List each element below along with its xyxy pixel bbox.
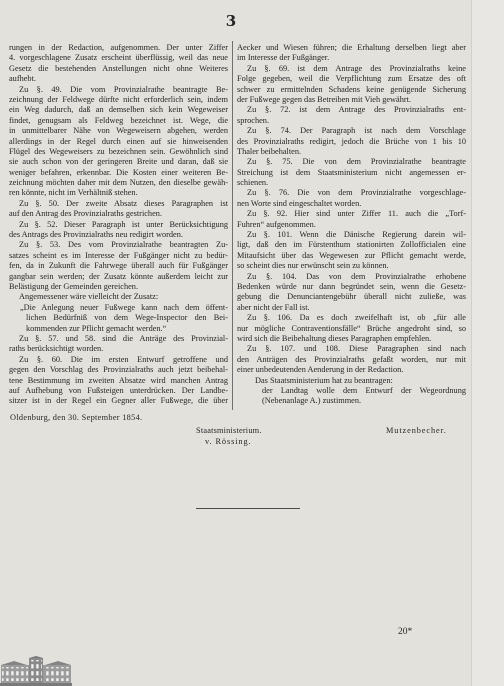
text-line: raths berücksichtigt worden. [9, 344, 104, 354]
text-line: „Die Anlegung neuer Fußwege kann nach dem öffent- [20, 302, 228, 312]
text-line: Zu §. 49. Die vom Provinzialrathe beantragte Be- [19, 84, 228, 94]
text-line: Zu §. 74. Der Paragraph ist nach dem Vorschlage [247, 126, 466, 136]
library-building-logo [0, 656, 72, 686]
page-number: 3 [225, 12, 237, 30]
text-line: schwer zu ermittelnden Schadens keine genügende Sicherung [237, 84, 466, 94]
paragraph [9, 303, 228, 334]
paragraph [237, 64, 466, 106]
text-line: nur mögliche Contraventionsfälle“ Brüche angedroht sind, so [237, 323, 466, 333]
text-line: in unmittelbarer Nähe von Wegeweisern abgehen, werden [9, 126, 228, 136]
text-line: aber nicht der Fall ist. [237, 302, 310, 312]
text-line: tene Bestimmung im zweiten Absatze wird manchen Antrag [9, 375, 228, 385]
left-text-column [9, 43, 228, 407]
paragraph [237, 376, 466, 386]
paragraph [237, 188, 466, 209]
text-line: so scheint dies nur erwünscht sein zu können. [237, 261, 389, 271]
paragraph [9, 43, 228, 85]
text-line: sprochen. [237, 115, 270, 125]
text-line: Bedenken würde nur dann begründet sein, wenn die Gesetz- [237, 281, 466, 291]
text-line: lichen Bedürfniß von dem Wege-Inspector den Bei- [26, 313, 228, 323]
paragraph [237, 386, 466, 407]
horizontal-rule [196, 508, 300, 509]
text-line: 4. vorgeschlagene Zusatz erscheint überflüssig, weil das neue [9, 53, 228, 63]
text-line: einer unbedeutenden Aenderung in der Redaction. [237, 365, 404, 375]
text-line: zeichnung der Feldwege dürfte nicht erforderlich sein, indem [9, 94, 228, 104]
text-line: kommenden zur Pflicht gemacht werden.“ [26, 323, 167, 333]
text-line: auf Aufhebung von Fußsteigen unterdrücken. Der Landbe- [9, 385, 228, 395]
paragraph [237, 157, 466, 188]
text-line: ligt, daß den im Fürstenthum stationirten Zollofficialen eine [237, 240, 466, 250]
place-and-date: Oldenburg, den 30. September 1854. [10, 413, 143, 422]
text-line: Zu §. 50. Der zweite Absatz dieses Paragraphen ist [19, 198, 228, 208]
text-line: auf den Antrag des Provinzialraths gestrichen. [9, 209, 162, 219]
paragraph [237, 209, 466, 230]
text-line: Zu §. 72. ist dem Antrage des Provinzialraths ent- [247, 105, 466, 115]
text-line: Das Staatsministerium hat zu beantragen: [255, 375, 393, 385]
paragraph [9, 85, 228, 199]
text-line: im Interesse der Fußgänger. [237, 53, 330, 63]
text-line: Zu §. 57. und 58. sind die Anträge des Provinzial- [19, 333, 228, 343]
right-text-column [237, 43, 466, 407]
text-line: sie auch schon von der geringeren Breite und daran, daß sie [9, 157, 228, 167]
paragraph [237, 126, 466, 157]
text-line: Flügel des Wegeweisers zu bezeichnen sein. Gewöhnlich sind [9, 146, 228, 156]
text-line: nen Worte sind eingeschaltet worden. [237, 198, 362, 208]
text-line: zeichnung möchten daher mit dem Nutzen, den dieselbe gewäh- [9, 178, 228, 188]
text-line: gegen den Vorschlag des Provinzialraths auch jetzt beibehal- [9, 365, 228, 375]
text-line: fen, da in Zukunft die Fahrwege überall auch für Fußgänger [9, 261, 228, 271]
text-line: Streichung ist dem Staatsministerium nicht angemessen er- [237, 167, 466, 177]
text-line: aufhebt. [9, 74, 36, 84]
text-line: sitzer ist in der Regel ein Gegner aller Fußwege, die über [9, 396, 228, 406]
text-line: Folge gegeben, weil die Verpflichtung zum Ersatze des oft [237, 74, 466, 84]
text-line: Zu §. 104. Das von dem Provinzialrathe erhobene [247, 271, 466, 281]
text-line: Aecker und Wiesen führen; die Erhaltung derselben liegt aber [237, 43, 466, 52]
text-line: der Fußwege gegen das Betreiben mit Vieh gewährt. [237, 94, 411, 104]
paragraph [9, 199, 228, 220]
column-divider [232, 41, 233, 410]
text-line: des Provinzialraths redigirt, jedoch die Brüche von 1 bis 10 [237, 136, 466, 146]
text-line: (Nebenanlage A.) zustimmen. [262, 396, 362, 406]
text-line: Zu §. 92. Hier sind unter Ziffer 11. auch die „Torf- [247, 209, 466, 219]
text-line: den Anträgen des Provinzialraths gefaßt worden, nur mit [237, 354, 466, 364]
text-line: Fuhren“ aufgenommen. [237, 219, 316, 229]
text-line: weniger befahren, erkennbar. Die Kosten einer weiteren Be- [9, 167, 228, 177]
paragraph [237, 313, 466, 344]
adjacent-page-edge [471, 0, 504, 686]
paragraph [9, 334, 228, 355]
text-line: Zu §. 52. Dieser Paragraph ist unter Berücksichtigung [19, 219, 228, 229]
text-line: Thaler beibehalten. [237, 146, 302, 156]
text-line: findet, genugsam als Feldweg bezeichnet ist. Wege, die [9, 115, 228, 125]
text-line: ein Weg dadurch, daß an demselben sich kein Wegeweiser [9, 105, 228, 115]
paragraph [9, 355, 228, 407]
text-line: Zu §. 107. und 108. Diese Paragraphen sind nach [247, 344, 466, 354]
text-line: ren könnte, nicht im Verhältniß stehen. [9, 188, 138, 198]
issuing-authority: Staatsministerium. [196, 426, 262, 435]
text-line: der Landtag wolle dem Entwurf der Wegeordnung [262, 385, 466, 395]
signature-mutzenbecher: Mutzenbecher. [386, 426, 447, 435]
text-line: satzes scheint es im Interesse der Fußgänger nicht zu bedür- [9, 250, 228, 260]
paragraph [9, 220, 228, 241]
text-line: gangbar sein werden; der Zusatz könnte außerdem leicht zur [9, 271, 228, 281]
paragraph [9, 292, 228, 302]
text-line: wird sich die Beibehaltung dieses Paragraphen empfehlen. [237, 333, 432, 343]
text-line: gebung die Denunciantengebühr überall nicht zuließe, was [237, 292, 466, 302]
text-line: Zu §. 53. Des vom Provinzialrathe beantragten Zu- [19, 240, 228, 250]
paragraph [237, 105, 466, 126]
text-line: des Antrags des Provinzialraths neu redigirt worden. [9, 230, 183, 240]
text-line: Angemessener wäre vielleicht der Zusatz: [19, 292, 159, 302]
text-line: Zu §. 75. Die von dem Provinzialrathe beantragte [247, 157, 466, 167]
text-line: Zu §. 76. Die von dem Provinzialrathe vorgeschlage- [247, 188, 466, 198]
paragraph [9, 240, 228, 292]
text-line: Zu §. 106. Da es doch zweifelhaft ist, ob „für alle [247, 313, 466, 323]
text-line: Zu §. 60. Die im ersten Entwurf getroffene und [19, 354, 228, 364]
sheet-signature-mark: 20* [398, 627, 413, 637]
text-line: Belästigung der Gemeinden gereichen. [9, 281, 139, 291]
text-line: Gesetz die bestehenden Anstellungen nicht ohne Weiteres [9, 63, 228, 73]
text-line: schienen. [237, 178, 269, 188]
text-line: Zu §. 101. Wenn die Dänische Regierung darein wil- [247, 230, 466, 240]
text-line: Zu §. 69. ist dem Antrage des Provinzialraths keine [247, 63, 466, 73]
paragraph [237, 230, 466, 272]
paragraph [237, 43, 466, 64]
text-line: Mitaufsicht über das Wegewesen zur Pflicht gemacht werde, [237, 250, 466, 260]
text-line: rungen in der Redaction, aufgenommen. Der unter Ziffer [9, 43, 228, 52]
paragraph [237, 344, 466, 375]
text-line: allerdings in der Regel durch einen auf sie hinweisenden [9, 136, 228, 146]
paragraph [237, 272, 466, 314]
signature-roessing: v. Rössing. [205, 437, 252, 446]
